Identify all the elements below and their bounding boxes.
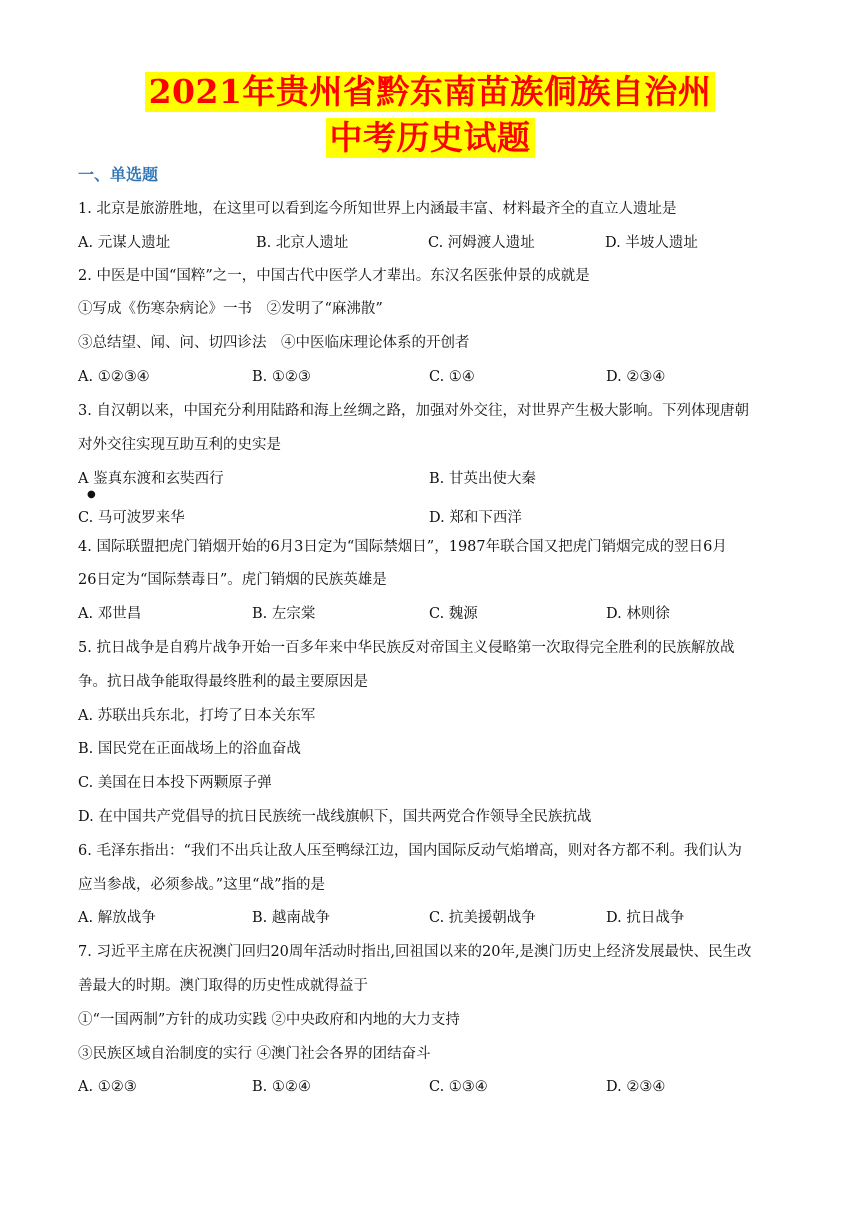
title-line-2-wrap — [0, 118, 860, 158]
q4-option-b: B. 左宗棠 — [252, 606, 316, 622]
q5-option-c: C. 美国在日本投下两颗原子弹 — [78, 775, 272, 791]
q2-option-b: B. ①②③ — [252, 369, 311, 385]
q7-stem-2: 善最大的时期。澳门取得的历史性成就得益于 — [78, 978, 368, 994]
q2-option-c: C. ①④ — [429, 369, 475, 385]
q5-option-a: A. 苏联出兵东北，打垮了日本关东军 — [78, 708, 316, 724]
q7-stem-1: 7. 习近平主席在庆祝澳门回归20周年活动时指出,回祖国以来的20年,是澳门历史上经济发展最快、民生改 — [78, 944, 752, 960]
q2-item-2: ③总结望、闻、问、切四诊法 ④中医临床理论体系的开创者 — [78, 335, 470, 351]
q3-option-c: C. 马可波罗来华 — [78, 510, 185, 526]
q6-stem-1: 6. 毛泽东指出：“我们不出兵让敌人压至鸭绿江边，国内国际反动气焰增高，则对各方都不利。我们认为 — [78, 843, 742, 859]
q1-stem: 1. 北京是旅游胜地，在这里可以看到迄今所知世界上内涵最丰富、材料最齐全的直立人遗址是 — [78, 201, 677, 217]
page-title-line-1: 2021年贵州省黔东南苗族侗族自治州 — [145, 72, 716, 112]
q7-option-a: A. ①②③ — [78, 1079, 137, 1095]
q4-stem-2: 26日定为“国际禁毒日”。虎门销烟的民族英雄是 — [78, 572, 387, 588]
q4-stem-1: 4. 国际联盟把虎门销烟开始的6月3日定为“国际禁烟日”，1987年联合国又把虎门销烟完成的翌日6月 — [78, 539, 727, 555]
q7-option-d: D. ②③④ — [606, 1079, 666, 1095]
q2-stem: 2. 中医是中国“国粹”之一，中国古代中医学人才辈出。东汉名医张仲景的成就是 — [78, 268, 590, 284]
q7-item-2: ③民族区域自治制度的实行 ④澳门社会各界的团结奋斗 — [78, 1046, 431, 1062]
q7-item-1: ①“一国两制”方针的成功实践 ②中央政府和内地的大力支持 — [78, 1012, 460, 1028]
q7-option-c: C. ①③④ — [429, 1079, 488, 1095]
q4-option-c: C. 魏源 — [429, 606, 478, 622]
q6-option-b: B. 越南战争 — [252, 910, 330, 926]
q3-stem-2: 对外交往实现互助互利的史实是 — [78, 437, 281, 453]
q3-option-a: A 鉴真东渡和玄奘西行 — [78, 471, 224, 487]
q6-stem-2: 应当参战，必须参战。”这里“战”指的是 — [78, 877, 325, 893]
q3-option-b: B. 甘英出使大秦 — [429, 471, 536, 487]
q1-option-c: C. 河姆渡人遗址 — [428, 235, 535, 251]
stray-dot: ● — [87, 489, 96, 500]
q1-option-a: A. 元谋人遗址 — [78, 235, 171, 251]
q5-option-b: B. 国民党在正面战场上的浴血奋战 — [78, 741, 301, 757]
q2-option-d: D. ②③④ — [606, 369, 666, 385]
q7-option-b: B. ①②④ — [252, 1079, 311, 1095]
q1-option-d: D. 半坡人遗址 — [605, 235, 698, 251]
q2-item-1: ①写成《伤寒杂病论》一书 ②发明了“麻沸散” — [78, 301, 383, 317]
q5-option-d: D. 在中国共产党倡导的抗日民族统一战线旗帜下，国共两党合作领导全民族抗战 — [78, 809, 592, 825]
q3-stem-1: 3. 自汉朝以来，中国充分利用陆路和海上丝绸之路，加强对外交往，对世界产生极大影响。下列体现唐朝 — [78, 403, 749, 419]
q3-option-d: D. 郑和下西洋 — [429, 510, 522, 526]
title-line-1-wrap — [0, 72, 860, 112]
q2-option-a: A. ①②③④ — [78, 369, 150, 385]
q4-option-a: A. 邓世昌 — [78, 606, 142, 622]
q6-option-d: D. 抗日战争 — [606, 910, 685, 926]
q5-stem-2: 争。抗日战争能取得最终胜利的最主要原因是 — [78, 674, 368, 690]
q6-option-a: A. 解放战争 — [78, 910, 156, 926]
q4-option-d: D. 林则徐 — [606, 606, 670, 622]
q6-option-c: C. 抗美援朝战争 — [429, 910, 536, 926]
q5-stem-1: 5. 抗日战争是自鸦片战争开始一百多年来中华民族反对帝国主义侵略第一次取得完全胜利的民族解放战 — [78, 640, 735, 656]
q1-option-b: B. 北京人遗址 — [256, 235, 349, 251]
section-heading: 一、单选题 — [78, 165, 159, 184]
page-title-line-2: 中考历史试题 — [326, 118, 535, 158]
